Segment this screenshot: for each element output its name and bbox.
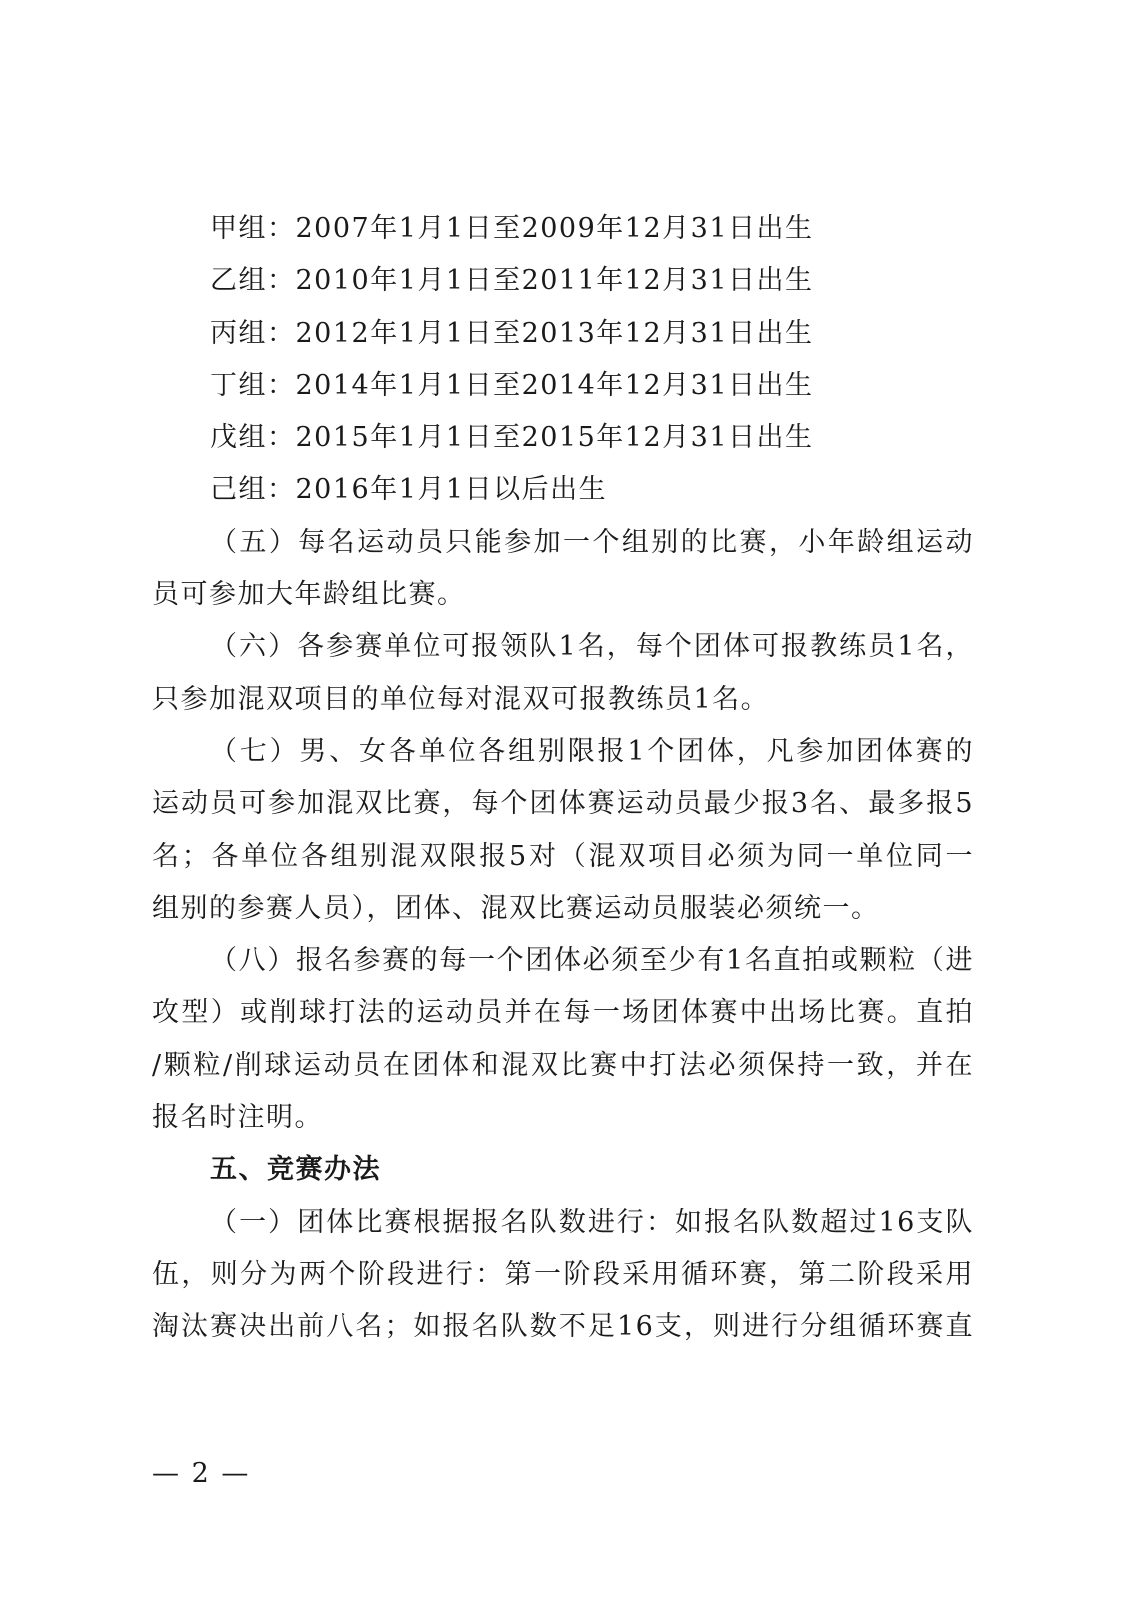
paragraph-line: 名；各单位各组别混双限报5对（混双项目必须为同一单位同一: [152, 840, 974, 872]
age-group-wu: 戊组：2015年1月1日至2015年12月31日出生: [210, 422, 814, 454]
paragraph-line: （五）每名运动员只能参加一个组别的比赛，小年龄组运动: [210, 526, 974, 558]
paragraph-line: （七）男、女各单位各组别限报1个团体，凡参加团体赛的: [210, 735, 974, 767]
age-group-jia: 甲组：2007年1月1日至2009年12月31日出生: [210, 213, 814, 244]
paragraph-line: 组别的参赛人员），团体、混双比赛运动员服装必须统一。: [152, 892, 880, 924]
paragraph-line: （八）报名参赛的每一个团体必须至少有1名直拍或颗粒（进: [210, 945, 974, 977]
paragraph-line: 只参加混双项目的单位每对混双可报教练员1名。: [152, 683, 770, 715]
section-heading-competition-method: 五、竞赛办法: [210, 1154, 381, 1186]
age-group-yi: 乙组：2010年1月1日至2011年12月31日出生: [210, 265, 814, 297]
paragraph-6: [152, 621, 974, 726]
paragraph-line: 淘汰赛决出前八名；如报名队数不足16支，则进行分组循环赛直: [152, 1311, 974, 1343]
paragraph-line: 攻型）或削球打法的运动员并在每一场团体赛中出场比赛。直拍: [152, 997, 974, 1029]
age-group-ji: 己组：2016年1月1日以后出生: [210, 474, 608, 506]
age-group-list: [152, 203, 974, 517]
paragraph-8: [152, 935, 974, 1144]
paragraph-line: 报名时注明。: [152, 1102, 323, 1134]
paragraph-line: /颗粒/削球运动员在团体和混双比赛中打法必须保持一致，并在: [152, 1049, 974, 1081]
page-number: — 2 —: [152, 1458, 251, 1489]
paragraph-line: 员可参加大年龄组比赛。: [152, 579, 466, 611]
age-group-bing: 丙组：2012年1月1日至2013年12月31日出生: [210, 317, 814, 349]
section-5-paragraph-1: [152, 1197, 974, 1354]
paragraph-5: [152, 517, 974, 622]
paragraph-line: （一）团体比赛根据报名队数进行：如报名队数超过16支队: [210, 1206, 974, 1238]
paragraph-line: （六）各参赛单位可报领队1名，每个团体可报教练员1名，: [210, 631, 974, 663]
document-body: [152, 203, 974, 1354]
paragraph-line: 伍，则分为两个阶段进行：第一阶段采用循环赛，第二阶段采用: [152, 1258, 974, 1290]
paragraph-line: 运动员可参加混双比赛，每个团体赛运动员最少报3名、最多报5: [152, 788, 974, 820]
age-group-ding: 丁组：2014年1月1日至2014年12月31日出生: [210, 369, 814, 401]
paragraph-7: [152, 726, 974, 935]
